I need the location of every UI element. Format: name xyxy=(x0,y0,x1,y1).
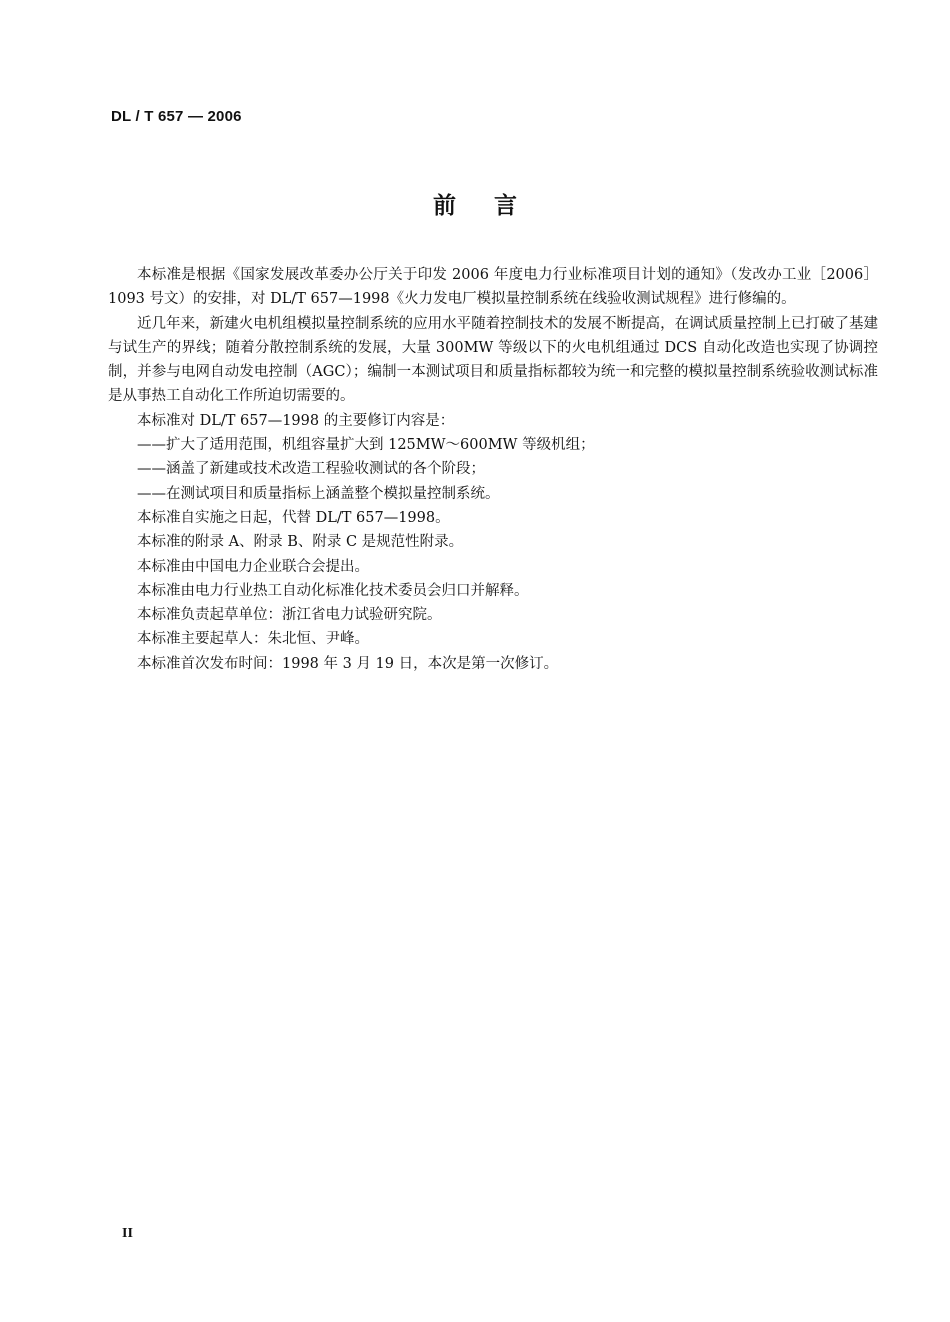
revision-item-1: ——扩大了适用范围，机组容量扩大到 125MW～600MW 等级机组； xyxy=(137,437,595,454)
revision-item-2: ——涵盖了新建或技术改造工程验收测试的各个阶段； xyxy=(137,461,485,478)
page-title-char-1: 前 xyxy=(433,193,456,219)
paragraph-drafters: 本标准主要起草人：朱北恒、尹峰。 xyxy=(137,631,369,648)
revision-item-3: ——在测试项目和质量指标上涵盖整个模拟量控制系统。 xyxy=(137,485,500,502)
paragraph-drafting-unit: 本标准负责起草单位：浙江省电力试验研究院。 xyxy=(137,607,442,624)
page-title xyxy=(0,187,950,220)
paragraph-appendices: 本标准的附录 A、附录 B、附录 C 是规范性附录。 xyxy=(137,534,464,551)
page-number: II xyxy=(122,1226,133,1241)
paragraph-revision-intro: 本标准对 DL/T 657—1998 的主要修订内容是： xyxy=(137,412,455,429)
paragraph-committee: 本标准由电力行业热工自动化标准化技术委员会归口并解释。 xyxy=(137,582,529,599)
paragraph-replacement: 本标准自实施之日起，代替 DL/T 657—1998。 xyxy=(137,509,450,526)
page-title-char-2: 言 xyxy=(494,193,517,219)
paragraph-proposer: 本标准由中国电力企业联合会提出。 xyxy=(137,558,369,575)
paragraph-background: 近几年来，新建火电机组模拟量控制系统的应用水平随着控制技术的发展不断提高，在调试质量控制上已打破了基建与试生产的界线；随着分散控制系统的发展，大量 300MW 等级以下的火电机组通过 DCS 自动化改造也实现了协调控制，并参与电网自动发电控制（AGC）；编制一本测试项目和质量指标都较为统一和完整的模拟量控制系统验收测试标准是从事热工自动化工作所迫切需要的。 xyxy=(108,315,878,405)
paragraph-first-release: 本标准首次发布时间：1998 年 3 月 19 日，本次是第一次修订。 xyxy=(137,655,559,672)
paragraph-basis: 本标准是根据《国家发展改革委办公厅关于印发 2006 年度电力行业标准项目计划的通知》（发改办工业［2006］1093 号文）的安排，对 DL/T 657—1998《火力发电厂模拟量控制系统在线验收测试规程》进行修编的。 xyxy=(108,267,878,308)
preface-body xyxy=(108,263,878,676)
document-code: DL / T 657 — 2006 xyxy=(111,108,242,125)
